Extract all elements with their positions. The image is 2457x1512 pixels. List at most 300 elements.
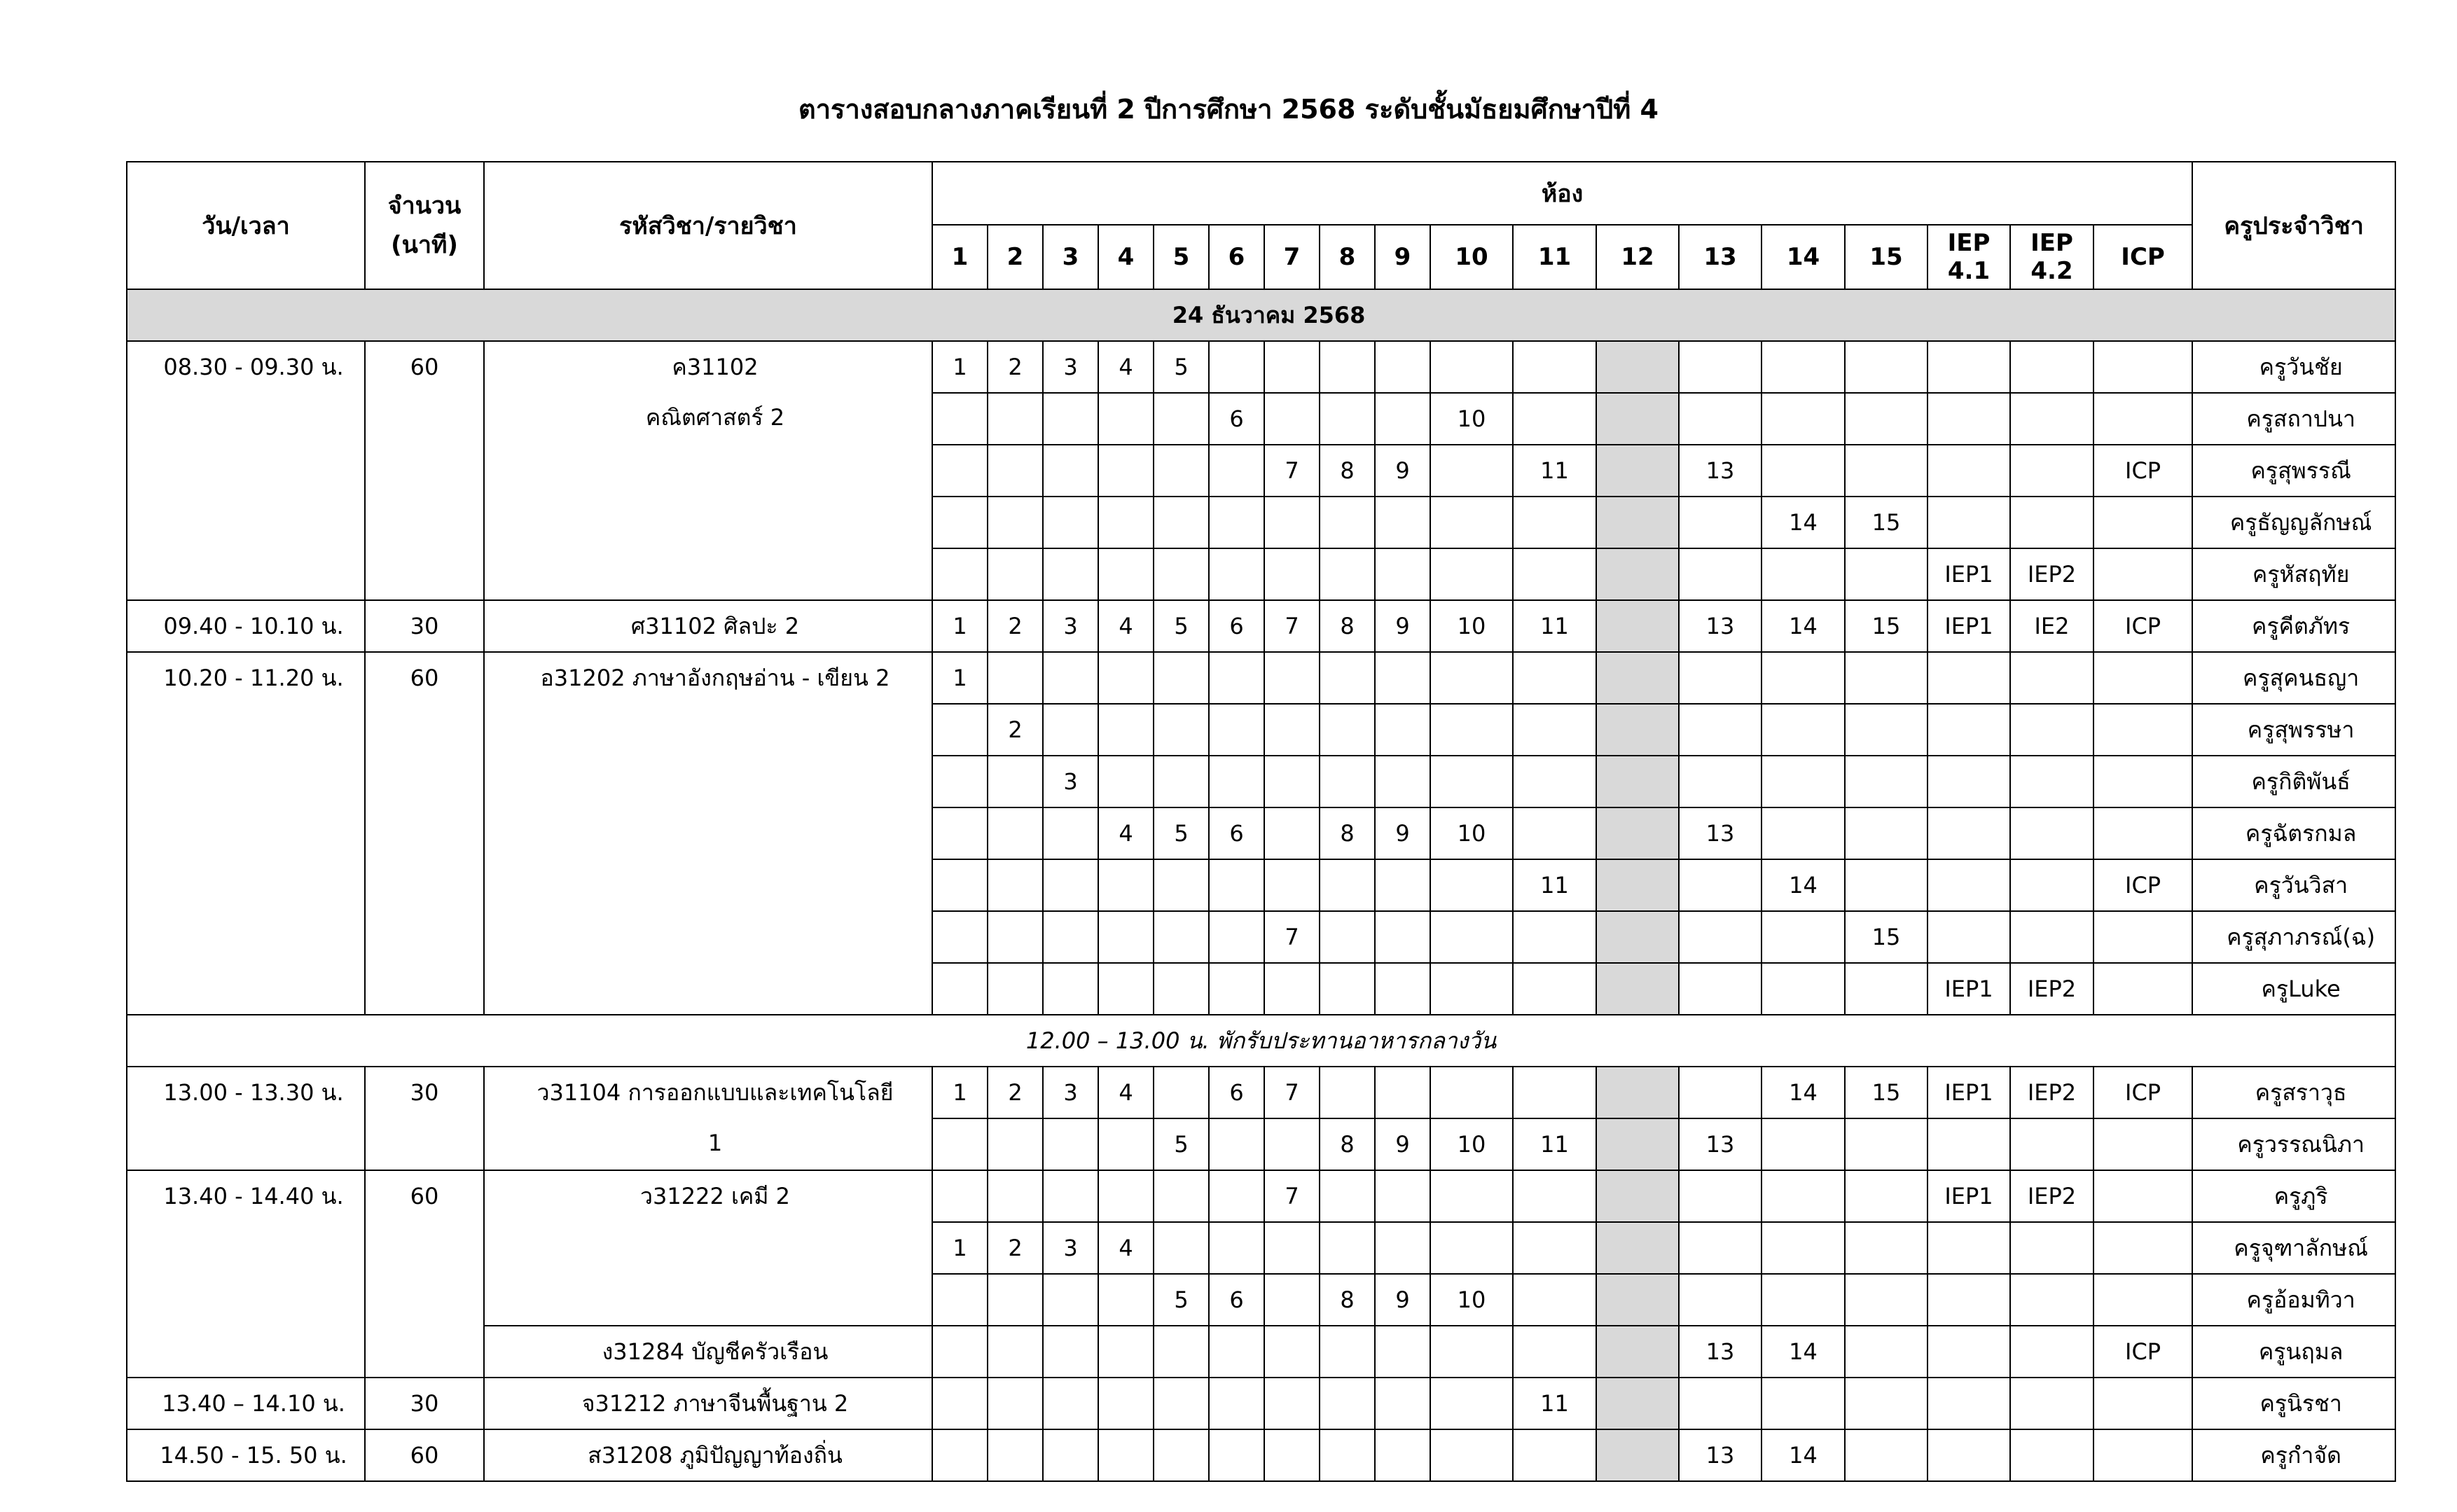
room-cell: 13 (1679, 445, 1762, 497)
room-cell (1043, 807, 1098, 859)
room-cell (1264, 1429, 1320, 1481)
teacher-name: ครูอ้อมทิวา (2192, 1274, 2395, 1326)
room-cell: 8 (1320, 445, 1375, 497)
exam-time: 14.50 - 15. 50 น. (127, 1429, 365, 1481)
room-cell (1430, 1326, 1513, 1378)
room-cell (1845, 756, 1927, 807)
room-cell: 2 (988, 341, 1043, 393)
room-cell (2093, 756, 2192, 807)
room-cell (1043, 548, 1098, 600)
room-cell (1513, 652, 1596, 704)
exam-time: 08.30 - 09.30 น. (127, 341, 365, 600)
room-cell (1596, 393, 1679, 445)
room-cell (1927, 1274, 2010, 1326)
exam-time: 13.40 - 14.40 น. (127, 1170, 365, 1378)
room-cell (1154, 859, 1209, 911)
room-cell (1375, 1067, 1430, 1118)
room-cell (1513, 963, 1596, 1015)
room-cell (1513, 548, 1596, 600)
room-cell (1679, 704, 1762, 756)
room-cell: 14 (1762, 1067, 1845, 1118)
room-cell (988, 1170, 1043, 1222)
room-cell (1043, 1429, 1098, 1481)
room-cell (1845, 1118, 1927, 1170)
room-cell (1513, 1274, 1596, 1326)
room-cell: 2 (988, 1067, 1043, 1118)
room-cell (932, 911, 988, 963)
room-cell (1098, 548, 1154, 600)
room-cell (1375, 1326, 1430, 1378)
room-cell (1596, 911, 1679, 963)
room-cell: 2 (988, 704, 1043, 756)
room-cell: 13 (1679, 1429, 1762, 1481)
room-cell: 3 (1043, 341, 1098, 393)
room-cell (1430, 1170, 1513, 1222)
room-cell (1513, 756, 1596, 807)
exam-time: 09.40 - 10.10 น. (127, 600, 365, 652)
room-cell: IEP2 (2010, 963, 2093, 1015)
room-cell (988, 652, 1043, 704)
room-cell (1679, 963, 1762, 1015)
room-cell (1320, 704, 1375, 756)
room-cell (1927, 1429, 2010, 1481)
date-row (127, 289, 2395, 341)
room-cell (1098, 1274, 1154, 1326)
room-cell (1596, 1222, 1679, 1274)
room-cell (1375, 1429, 1430, 1481)
teacher-name: ครูหัสฤทัย (2192, 548, 2395, 600)
room-cell: 1 (932, 1222, 988, 1274)
room-cell (988, 548, 1043, 600)
room-header-5: 5 (1154, 225, 1209, 289)
room-cell (932, 1326, 988, 1378)
room-cell (1320, 911, 1375, 963)
teacher-name: ครูนิรชา (2192, 1378, 2395, 1429)
room-cell: ICP (2093, 445, 2192, 497)
room-cell: 9 (1375, 1274, 1430, 1326)
room-cell (2093, 1170, 2192, 1222)
room-cell (1679, 652, 1762, 704)
room-cell (1762, 341, 1845, 393)
room-cell (1596, 1378, 1679, 1429)
room-cell (1320, 393, 1375, 445)
room-cell: 15 (1845, 1067, 1927, 1118)
exam-duration: 30 (365, 1067, 484, 1170)
room-cell: 7 (1264, 1067, 1320, 1118)
room-cell (1098, 963, 1154, 1015)
room-cell (932, 1378, 988, 1429)
room-cell (2093, 704, 2192, 756)
room-cell (1209, 1326, 1264, 1378)
room-cell: 4 (1098, 1222, 1154, 1274)
room-cell (1209, 1118, 1264, 1170)
room-cell (1098, 1326, 1154, 1378)
room-cell (1154, 1067, 1209, 1118)
room-cell: 8 (1320, 1118, 1375, 1170)
teacher-name: ครูนฤมล (2192, 1326, 2395, 1378)
room-cell: ICP (2093, 1326, 2192, 1378)
room-cell (1762, 393, 1845, 445)
room-header-10: 10 (1430, 225, 1513, 289)
exam-time: 10.20 - 11.20 น. (127, 652, 365, 1015)
room-cell: 15 (1845, 497, 1927, 548)
exam-date: 24 ธันวาคม 2568 (127, 289, 2395, 341)
room-cell: 7 (1264, 911, 1320, 963)
room-cell (1762, 963, 1845, 1015)
room-cell (1264, 963, 1320, 1015)
room-cell (1596, 341, 1679, 393)
room-cell (1154, 1378, 1209, 1429)
room-cell (1375, 341, 1430, 393)
room-cell (1762, 911, 1845, 963)
room-cell (1596, 1429, 1679, 1481)
room-cell: 1 (932, 341, 988, 393)
room-cell: 1 (932, 600, 988, 652)
teacher-name: ครูสุพรรณี (2192, 445, 2395, 497)
room-cell (1845, 1170, 1927, 1222)
room-cell: 14 (1762, 497, 1845, 548)
teacher-name: ครูสราวุธ (2192, 1067, 2395, 1118)
room-cell: ICP (2093, 859, 2192, 911)
room-cell: IEP2 (2010, 548, 2093, 600)
room-cell: ICP (2093, 600, 2192, 652)
room-cell (1043, 1170, 1098, 1222)
room-cell: 4 (1098, 341, 1154, 393)
room-cell (1845, 859, 1927, 911)
room-cell (1430, 652, 1513, 704)
room-cell (932, 859, 988, 911)
room-cell: 13 (1679, 1326, 1762, 1378)
room-cell: ICP (2093, 1067, 2192, 1118)
room-cell (1762, 807, 1845, 859)
header-teacher: ครูประจำวิชา (2192, 162, 2395, 289)
table-row (127, 652, 2395, 704)
exam-time: 13.00 - 13.30 น. (127, 1067, 365, 1170)
room-cell (1927, 445, 2010, 497)
room-cell: 9 (1375, 807, 1430, 859)
room-cell (1679, 548, 1762, 600)
room-cell (988, 393, 1043, 445)
room-cell (988, 756, 1043, 807)
teacher-name: ครูฉัตรกมล (2192, 807, 2395, 859)
room-cell (1043, 445, 1098, 497)
room-cell (2010, 1326, 2093, 1378)
room-cell (1845, 1429, 1927, 1481)
room-cell (1264, 341, 1320, 393)
room-cell: 4 (1098, 600, 1154, 652)
room-cell (1043, 393, 1098, 445)
page-title: ตารางสอบกลางภาคเรียนที่ 2 ปีการศึกษา 2568 ระดับชั้นมัธยมศึกษาปีที่ 4 (798, 94, 1659, 125)
room-cell: 5 (1154, 1274, 1209, 1326)
room-header-16: IEP 4.1 (1927, 225, 2010, 289)
room-cell (2093, 911, 2192, 963)
room-cell: 6 (1209, 600, 1264, 652)
room-cell (1320, 341, 1375, 393)
room-cell: 5 (1154, 600, 1209, 652)
room-cell: 5 (1154, 341, 1209, 393)
room-cell (1209, 963, 1264, 1015)
room-cell (1845, 807, 1927, 859)
room-cell (1513, 911, 1596, 963)
room-cell (1596, 1067, 1679, 1118)
room-cell: 8 (1320, 600, 1375, 652)
room-cell: 6 (1209, 1274, 1264, 1326)
exam-duration: 60 (365, 341, 484, 600)
room-cell (1596, 1326, 1679, 1378)
room-cell (2010, 1429, 2093, 1481)
room-cell (1596, 963, 1679, 1015)
room-cell (1762, 652, 1845, 704)
room-cell (1762, 756, 1845, 807)
room-cell (1320, 1067, 1375, 1118)
room-cell: IEP1 (1927, 600, 2010, 652)
room-cell (1264, 1378, 1320, 1429)
teacher-name: ครูวันชัย (2192, 341, 2395, 393)
room-cell (2093, 807, 2192, 859)
room-cell (1154, 911, 1209, 963)
room-cell: 8 (1320, 1274, 1375, 1326)
room-cell: 5 (1154, 1118, 1209, 1170)
room-cell (1513, 1326, 1596, 1378)
room-cell: 13 (1679, 807, 1762, 859)
room-cell (1679, 341, 1762, 393)
room-cell (988, 963, 1043, 1015)
room-cell (1154, 1429, 1209, 1481)
room-cell (1043, 859, 1098, 911)
room-cell (1679, 1170, 1762, 1222)
room-header-18: ICP (2093, 225, 2192, 289)
table-row (127, 1429, 2395, 1481)
room-cell: IE2 (2010, 600, 2093, 652)
subject-name: ง31284 บัญชีครัวเรือน (484, 1326, 932, 1378)
room-cell (1264, 756, 1320, 807)
room-cell (1845, 1274, 1927, 1326)
room-cell (1513, 1429, 1596, 1481)
room-cell (1154, 393, 1209, 445)
room-cell (1927, 393, 2010, 445)
room-cell (2093, 652, 2192, 704)
room-cell: 3 (1043, 1222, 1098, 1274)
room-cell (988, 911, 1043, 963)
room-cell (1043, 1274, 1098, 1326)
room-cell (1845, 704, 1927, 756)
room-cell (1845, 445, 1927, 497)
room-cell (1927, 1222, 2010, 1274)
room-header-7: 7 (1264, 225, 1320, 289)
table-row (127, 600, 2395, 652)
room-cell (1264, 548, 1320, 600)
room-cell (1154, 704, 1209, 756)
room-cell: 9 (1375, 600, 1430, 652)
room-cell: 8 (1320, 807, 1375, 859)
room-cell (2010, 911, 2093, 963)
table-row (127, 1170, 2395, 1222)
room-cell (1320, 548, 1375, 600)
subject-name: ส31208 ภูมิปัญญาท้องถิ่น (484, 1429, 932, 1481)
room-cell (2010, 756, 2093, 807)
room-cell (1209, 652, 1264, 704)
room-cell (1596, 1118, 1679, 1170)
room-cell: 11 (1513, 445, 1596, 497)
room-cell: 7 (1264, 600, 1320, 652)
room-header-4: 4 (1098, 225, 1154, 289)
room-cell (1513, 393, 1596, 445)
room-cell (1320, 1378, 1375, 1429)
room-cell (2093, 548, 2192, 600)
room-cell: 11 (1513, 859, 1596, 911)
room-cell: 7 (1264, 445, 1320, 497)
room-cell: 10 (1430, 807, 1513, 859)
room-cell (932, 1274, 988, 1326)
room-cell (1596, 497, 1679, 548)
room-cell (1927, 911, 2010, 963)
room-cell: 10 (1430, 600, 1513, 652)
room-cell: 6 (1209, 393, 1264, 445)
lunch-break-row (127, 1015, 2395, 1067)
room-cell: 9 (1375, 1118, 1430, 1170)
room-cell (1375, 1222, 1430, 1274)
room-header-8: 8 (1320, 225, 1375, 289)
room-cell (988, 497, 1043, 548)
room-cell (1154, 652, 1209, 704)
room-cell (2010, 341, 2093, 393)
room-cell (1762, 1274, 1845, 1326)
room-cell (1845, 1378, 1927, 1429)
room-cell (1430, 1067, 1513, 1118)
room-cell (1513, 1067, 1596, 1118)
room-cell (1845, 1326, 1927, 1378)
teacher-name: ครูสถาปนา (2192, 393, 2395, 445)
room-cell (1209, 1222, 1264, 1274)
room-cell (932, 1170, 988, 1222)
room-header-11: 11 (1513, 225, 1596, 289)
room-cell: 10 (1430, 393, 1513, 445)
room-cell (2093, 1274, 2192, 1326)
room-cell: 13 (1679, 600, 1762, 652)
room-cell (1375, 756, 1430, 807)
teacher-name: ครูคีตภัทร (2192, 600, 2395, 652)
room-cell (932, 807, 988, 859)
room-cell (1513, 341, 1596, 393)
room-header-2: 2 (988, 225, 1043, 289)
room-cell (1762, 704, 1845, 756)
room-cell (1375, 704, 1430, 756)
room-cell (1209, 341, 1264, 393)
room-cell: 10 (1430, 1118, 1513, 1170)
room-cell (2010, 859, 2093, 911)
room-cell (1430, 911, 1513, 963)
room-cell: 3 (1043, 1067, 1098, 1118)
room-cell: IEP1 (1927, 1067, 2010, 1118)
room-cell (1098, 393, 1154, 445)
room-cell (1596, 1170, 1679, 1222)
room-cell (932, 963, 988, 1015)
exam-duration: 60 (365, 1429, 484, 1481)
room-cell: IEP2 (2010, 1067, 2093, 1118)
room-cell (1209, 704, 1264, 756)
subject-name: ศ31102 ศิลปะ 2 (484, 600, 932, 652)
room-cell (2010, 807, 2093, 859)
room-cell (1320, 652, 1375, 704)
room-cell (1375, 497, 1430, 548)
room-cell (1596, 1274, 1679, 1326)
room-cell (932, 756, 988, 807)
room-cell (1043, 704, 1098, 756)
room-cell (1927, 497, 2010, 548)
room-header-1: 1 (932, 225, 988, 289)
room-cell: 3 (1043, 600, 1098, 652)
room-cell: 1 (932, 652, 988, 704)
room-cell (1375, 911, 1430, 963)
room-cell (932, 497, 988, 548)
room-cell (1098, 1118, 1154, 1170)
room-header-6: 6 (1209, 225, 1264, 289)
room-cell (1430, 704, 1513, 756)
room-cell (1596, 600, 1679, 652)
room-cell (1209, 911, 1264, 963)
room-cell: 14 (1762, 600, 1845, 652)
room-cell: IEP1 (1927, 1170, 2010, 1222)
room-cell (1154, 963, 1209, 1015)
room-cell (1927, 1118, 2010, 1170)
room-cell (932, 1118, 988, 1170)
room-cell: 11 (1513, 1118, 1596, 1170)
room-cell (2093, 393, 2192, 445)
room-cell (1154, 445, 1209, 497)
room-cell: 6 (1209, 807, 1264, 859)
room-cell (1043, 497, 1098, 548)
room-cell: 2 (988, 600, 1043, 652)
room-cell (1596, 807, 1679, 859)
room-cell (932, 393, 988, 445)
room-cell (1320, 1170, 1375, 1222)
room-cell (988, 1274, 1043, 1326)
room-cell (1154, 1222, 1209, 1274)
room-cell (1430, 1378, 1513, 1429)
exam-duration: 60 (365, 652, 484, 1015)
room-cell (2010, 652, 2093, 704)
room-cell (1430, 963, 1513, 1015)
header-duration-line2: (นาที) (391, 231, 458, 259)
room-cell (988, 807, 1043, 859)
room-cell (1264, 393, 1320, 445)
room-cell (1762, 1378, 1845, 1429)
room-cell: 4 (1098, 1067, 1154, 1118)
room-cell (1264, 859, 1320, 911)
table-row (127, 1378, 2395, 1429)
room-cell (1927, 1326, 2010, 1378)
room-cell: 15 (1845, 911, 1927, 963)
room-cell (1043, 911, 1098, 963)
room-cell (1845, 652, 1927, 704)
room-cell (1596, 756, 1679, 807)
table-row (127, 1067, 2395, 1118)
room-cell: IEP1 (1927, 963, 2010, 1015)
room-cell (1375, 393, 1430, 445)
room-cell (988, 1118, 1043, 1170)
room-cell (1209, 1429, 1264, 1481)
room-cell (1927, 1378, 2010, 1429)
room-cell (988, 1326, 1043, 1378)
room-cell (1927, 859, 2010, 911)
room-cell (988, 1429, 1043, 1481)
room-cell (1430, 756, 1513, 807)
room-cell (1596, 445, 1679, 497)
room-cell (1375, 859, 1430, 911)
room-cell (1375, 652, 1430, 704)
room-cell (1430, 1222, 1513, 1274)
schedule-body (127, 289, 2395, 1481)
